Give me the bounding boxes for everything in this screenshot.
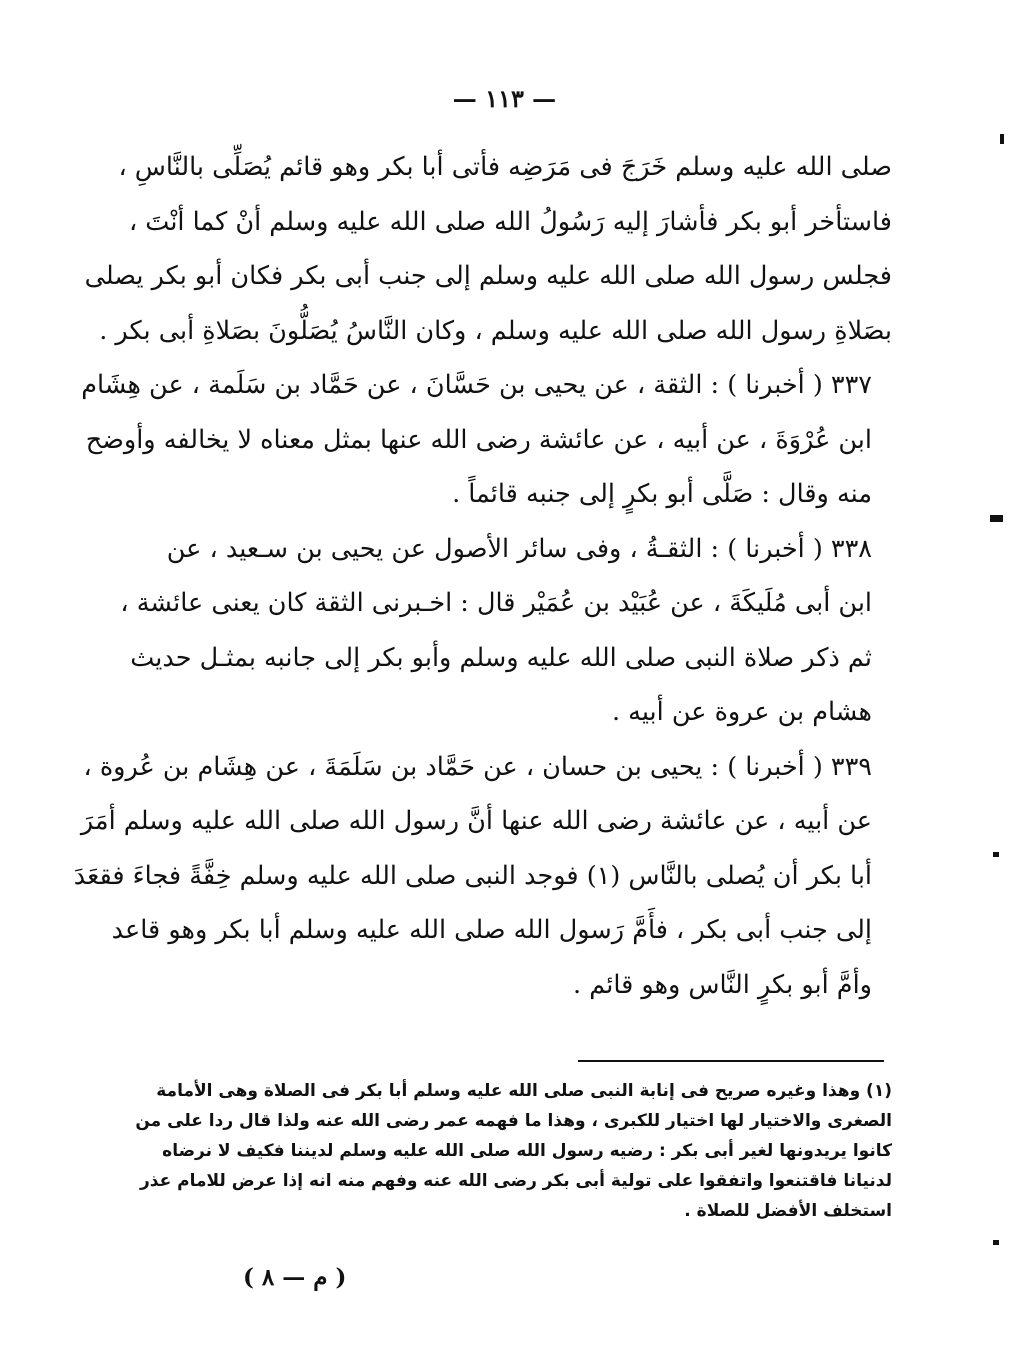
text-line: هشام بن عروة عن أبيه .	[611, 697, 872, 727]
margin-mark	[993, 852, 999, 857]
text-line: فجلس رسول الله صلى الله عليه وسلم إلى جنب أبى بكر فكان أبو بكر يصلى	[84, 261, 892, 291]
text-line: إلى جنب أبى بكر ، فأَمَّ رَسول الله صلى الله عليه وسلم أبا بكر وهو قاعد	[111, 915, 872, 945]
footnote-line: (١) وهذا وغيره صريح فى إنابة النبى صلى الله عليه وسلم أبا بكر فى الصلاة وهى الأمامة	[156, 1081, 892, 1101]
page-number: — ١١٣ —	[452, 84, 557, 113]
printer-signature: ( م — ٨ )	[243, 1264, 347, 1291]
text-line: عن أبيه ، عن عائشة رضى الله عنها أنَّ رسول الله صلى الله عليه وسلم أمَرَ	[80, 806, 872, 836]
margin-mark	[1000, 134, 1004, 144]
text-line: بصَلاةِ رسول الله صلى الله عليه وسلم ، وكان النَّاسُ يُصَلُّونَ بصَلاةِ أبى بكر .	[99, 315, 892, 346]
hadith-337	[81, 358, 892, 522]
text-line: فاستأخر أبو بكر فأشارَ إليه رَسُولُ الله صلى الله عليه وسلم أنْ كما أنْتَ ،	[128, 206, 892, 237]
text-line: ٣٣٩ ( أخبرنا ) : يحيى بن حسان ، عن حَمَّاد بن سَلَمَةَ ، عن هِشَام بن عُروة ،	[83, 751, 872, 782]
footnote	[135, 1076, 892, 1226]
hadith-338	[120, 522, 892, 740]
footnote-line: كانوا يريدونها لغير أبى بكر : رضيه رسول الله صلى الله عليه وسلم لديننا فكيف لا نرضاه	[162, 1141, 892, 1161]
margin-mark	[993, 1240, 999, 1245]
text-line: صلى الله عليه وسلم خَرَجَ فى مَرَضِه فأتى أبا بكر وهو قائم يُصَلِّى بالنَّاسِ ،	[118, 152, 892, 182]
text-line: ابن عُرْوَةَ ، عن أبيه ، عن عائشة رضى الله عنها بمثل معناه لا يخالفه وأوضح	[85, 424, 872, 455]
footnote-line: استخلف الأفضل للصلاة .	[684, 1201, 892, 1221]
footnote-divider	[578, 1060, 884, 1062]
text-line: منه وقال : صَلَّى أبو بكرٍ إلى جنبه قائماً .	[452, 479, 872, 509]
text-line: ثم ذكر صلاة النبى صلى الله عليه وسلم وأبو بكر إلى جانبه بمثـل حديث	[130, 642, 872, 673]
margin-mark	[990, 515, 1003, 522]
text-line: أبا بكر أن يُصلى بالنَّاس (١) فوجد النبى صلى الله عليه وسلم خِفَّةً فجاءَ فقعَدَ	[73, 860, 872, 891]
footnote-line: الصغرى والاختيار لها اختيار للكبرى ، وهذا ما فهمه عمر رضى الله عنه ولذا قال ردا على من	[135, 1111, 892, 1131]
text-line: ٣٣٧ ( أخبرنا ) : الثقة ، عن يحيى بن حَسَّانَ ، عن حَمَّاد بن سَلَمة ، عن هِشَام	[81, 370, 872, 400]
text-line: وأمَّ أبو بكرٍ النَّاس وهو قائم .	[573, 969, 872, 1000]
paragraph-continuation	[84, 140, 892, 358]
main-text	[73, 140, 892, 1012]
footnote-line: لدنيانا فاقتنعوا واتفقوا على تولية أبى بكر رضى الله عنه وفهم منه انه إذا عرض للامام عذر	[140, 1171, 892, 1191]
text-line: ابن أبى مُلَيكَةَ ، عن عُبَيْد بن عُمَيْر قال : اخـبرنى الثقة كان يعنى عائشة ،	[120, 588, 872, 618]
text-line: ٣٣٨ ( أخبرنا ) : الثقـةُ ، وفى سائر الأصول عن يحيى بن سـعيد ، عن	[166, 533, 872, 564]
hadith-339	[73, 740, 892, 1013]
